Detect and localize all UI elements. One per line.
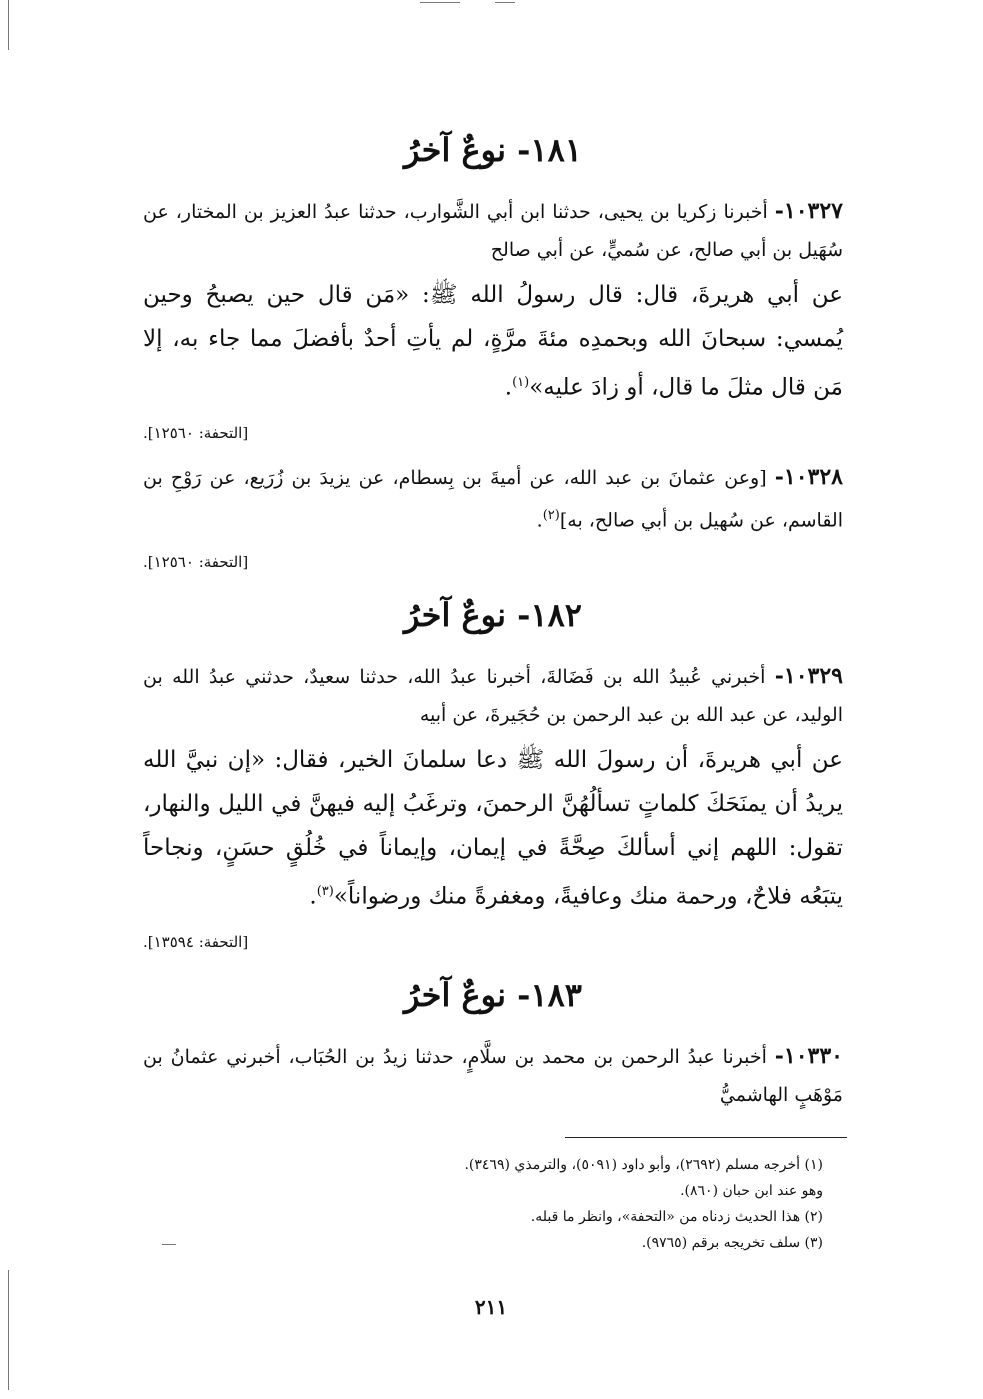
hadith-isnad	[143, 192, 843, 269]
scan-margin-dash	[162, 1244, 176, 1245]
section-heading: ١٨٢- نوعٌ آخرُ	[404, 595, 582, 634]
hadith-matn	[143, 738, 843, 919]
footnote-marker: (٣)	[316, 883, 334, 899]
page-body	[143, 120, 843, 1114]
footnote: (٢) هذا الحديث زدناه من «التحفة»، وانظر ما قبله.	[530, 1209, 823, 1225]
matn-text: عن أبي هريرةَ، أن رسولَ الله ﷺ دعا سلمانَ الخير، فقال: «إن نبيَّ الله يريدُ أن يمنَحَكَ كلماتٍ تسألُهُنَّ الرحمنَ، وترغَبُ إليه فيهنَّ في الليل والنهار، تقول: اللهم إني أسألكَ صِحَّةً في إيمان، وإيماناً في خُلُقٍ حسَنٍ، ونجاحاً يتبَعُه فلاحٌ، ورحمة منك وعافيةً، ومغفرةً منك ورضواناً»	[143, 746, 843, 910]
hadith-isnad	[143, 657, 843, 734]
hadith-isnad	[143, 1037, 843, 1114]
isnad-ending: .	[536, 508, 543, 531]
hadith-matn	[143, 273, 843, 410]
hadith-number: ١٠٣٢٨-	[774, 463, 843, 490]
footnote-marker: (٢)	[542, 507, 560, 523]
footnote-marker: (١)	[512, 375, 530, 390]
scan-edge-line-top	[420, 2, 460, 3]
tuhfa-reference: [التحفة: ١٣٥٩٤].	[143, 932, 249, 951]
scan-edge-line-left	[8, 0, 9, 50]
scan-edge-line-left-lower	[8, 1270, 9, 1390]
section-heading: ١٨٣- نوعٌ آخرُ	[404, 975, 582, 1014]
isnad-text: أخبرنا زكريا بن يحيى، حدثنا ابن أبي الشَّوارب، حدثنا عبدُ العزيز بن المختار، عن سُهَيل بن أبي صالح، عن سُميٍّ، عن أبي صالح	[143, 201, 843, 261]
tuhfa-reference: [التحفة: ١٢٥٦٠].	[143, 552, 249, 571]
tuhfa-reference: [التحفة: ١٢٥٦٠].	[143, 423, 249, 442]
footnote: وهو عند ابن حبان (٨٦٠).	[680, 1183, 823, 1199]
hadith-number: ١٠٣٢٩-	[774, 662, 843, 689]
isnad-text: [وعن عثمانَ بن عبد الله، عن أميةَ بن بِسطام، عن يزيدَ بن زُرَيع، عن رَوْحِ بن القاسم، عن سُهيل بن أبي صالح، به]	[143, 466, 843, 531]
hadith-isnad	[143, 458, 843, 539]
isnad-text: أخبرنا عبدُ الرحمن بن محمد بن سلَّامٍ، حدثنا زيدُ بن الحُبَاب، أخبرني عثمانُ بن مَوْهَبٍ الهاشميُّ	[143, 1045, 843, 1106]
footnotes	[300, 1152, 823, 1256]
hadith-number: ١٠٣٣٠-	[774, 1042, 843, 1069]
footnote: (٣) سلف تخريجه برقم (٩٧٦٥).	[641, 1235, 823, 1251]
section-heading: ١٨١- نوعٌ آخرُ	[404, 131, 582, 169]
matn-ending: .	[504, 374, 513, 401]
footnote-separator	[565, 1137, 847, 1138]
hadith-number: ١٠٣٢٧-	[774, 198, 843, 224]
page-number: ٢١١	[474, 1295, 508, 1319]
footnote: (١) أخرجه مسلم (٢٦٩٢)، وأبو داود (٥٠٩١)، والترمذي (٣٤٦٩).	[464, 1157, 823, 1173]
isnad-text: أخبرني عُبيدُ الله بن فَضَالةَ، أخبرنا عبدُ الله، حدثنا سعيدٌ، حدثني عبدُ الله بن الوليد، عن عبد الله بن عبد الرحمن بن حُجَيرةَ، عن أبيه	[143, 665, 843, 726]
matn-ending: .	[309, 883, 317, 910]
matn-text: عن أبي هريرةَ، قال: قال رسولُ الله ﷺ: «مَن قال حين يصبحُ وحين يُمسي: سبحانَ الله وبحمدِه مئةَ مرَّةٍ، لم يأتِ أحدٌ بأفضلَ مما جاء به، إلا مَن قال مثلَ ما قال، أو زادَ عليه»	[143, 282, 843, 401]
scan-edge-line-top-2	[495, 2, 515, 3]
